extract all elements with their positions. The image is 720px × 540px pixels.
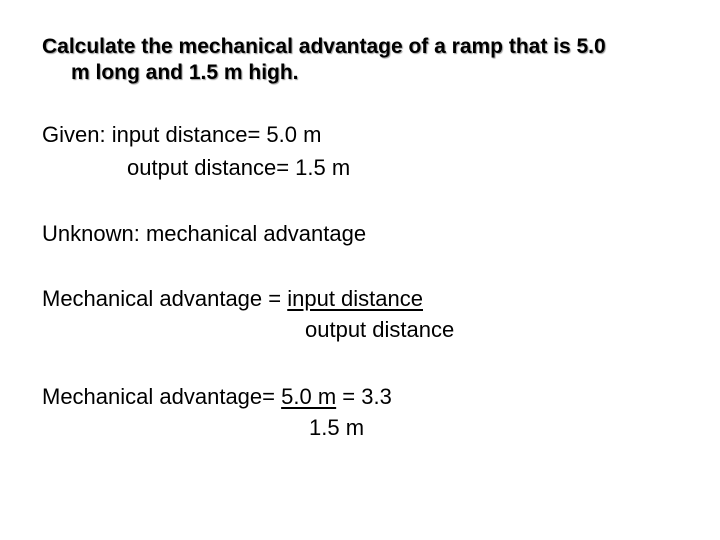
- calculation-denominator: 1.5 m: [309, 415, 365, 440]
- title-line-2: m long and 1.5 m high.: [71, 61, 299, 84]
- problem-title: [42, 34, 692, 86]
- calculation-prefix: Mechanical advantage=: [42, 384, 282, 409]
- given-input-distance: Given: input distance= 5.0 m: [42, 122, 322, 147]
- calculation-line: [42, 383, 392, 411]
- calculation-numerator: 5.0 m: [281, 384, 337, 409]
- title-line-1: Calculate the mechanical advantage of a ramp that is 5.0: [42, 35, 606, 58]
- unknown-statement: Unknown: mechanical advantage: [42, 221, 367, 246]
- formula-prefix: Mechanical advantage =: [42, 286, 288, 311]
- calculation-result: = 3.3: [336, 384, 392, 409]
- formula-line: [42, 285, 423, 313]
- given-output-distance: output distance= 1.5 m: [127, 155, 351, 180]
- formula-denominator: output distance: [305, 317, 455, 342]
- formula-numerator: input distance: [287, 286, 423, 311]
